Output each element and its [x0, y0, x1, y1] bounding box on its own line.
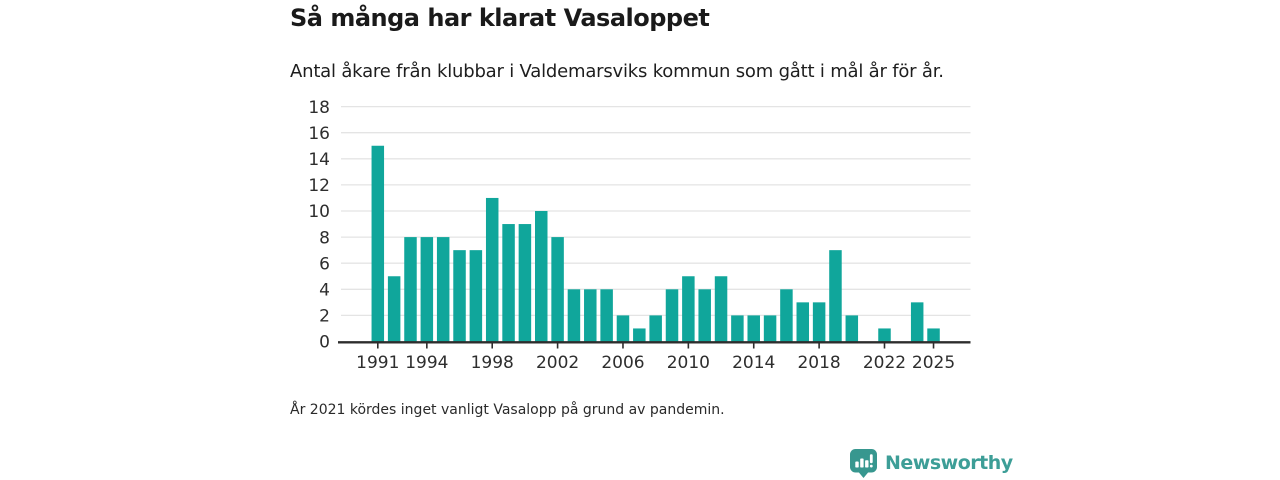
bar-1995 — [437, 237, 450, 341]
y-tick-label: 14 — [308, 150, 330, 170]
y-tick-label: 12 — [308, 176, 330, 197]
bar-2005 — [600, 289, 613, 341]
y-tick-label: 10 — [308, 202, 330, 223]
bar-2017 — [797, 302, 810, 341]
bar-2014 — [747, 315, 760, 341]
bar-2022 — [878, 328, 891, 341]
x-tick-label: 2014 — [732, 353, 776, 373]
x-tick-label: 2010 — [666, 353, 710, 373]
bar-2019 — [829, 250, 842, 341]
bar-2007 — [633, 328, 646, 341]
x-tick-label: 2018 — [797, 353, 841, 373]
bar-1996 — [453, 250, 466, 341]
newsworthy-logo-icon — [848, 447, 879, 478]
chart-title: Så många har klarat Vasaloppet — [290, 4, 710, 32]
y-tick-label: 0 — [319, 332, 330, 353]
bar-1997 — [470, 250, 483, 341]
y-tick-label: 4 — [319, 280, 330, 301]
y-tick-label: 8 — [319, 228, 330, 249]
x-tick-label: 2022 — [862, 353, 907, 373]
newsworthy-logo — [848, 447, 1013, 478]
bar-1993 — [404, 237, 417, 341]
bar-1992 — [388, 276, 401, 341]
chart-subtitle: Antal åkare från klubbar i Valdemarsviks kommun som gått i mål år för år. — [290, 61, 944, 82]
bar-2003 — [568, 289, 581, 341]
x-tick-label: 1998 — [470, 353, 514, 373]
bar-2001 — [535, 211, 548, 342]
x-tick-label: 2006 — [601, 353, 645, 373]
bar-2016 — [780, 289, 793, 341]
bar-2010 — [682, 276, 695, 341]
y-tick-label: 2 — [319, 306, 330, 327]
bar-1991 — [372, 146, 385, 342]
bar-2024 — [911, 302, 924, 341]
bar-2015 — [764, 315, 777, 341]
bar-2000 — [519, 224, 532, 341]
bar-2011 — [698, 289, 711, 341]
x-tick-label: 2025 — [911, 353, 956, 373]
bar-2002 — [551, 237, 564, 341]
chart-footnote: År 2021 kördes inget vanligt Vasalopp på grund av pandemin. — [290, 402, 725, 418]
newsworthy-logo-text: Newsworthy — [885, 451, 1013, 474]
bar-2004 — [584, 289, 597, 341]
bar-2025 — [927, 328, 940, 341]
y-tick-label: 18 — [308, 97, 330, 118]
x-tick-label: 1994 — [405, 353, 449, 373]
bar-2006 — [617, 315, 630, 341]
bar-2009 — [666, 289, 679, 341]
bar-1998 — [486, 198, 499, 342]
x-tick-label: 2002 — [535, 353, 580, 373]
bar-1999 — [502, 224, 515, 341]
bar-1994 — [421, 237, 434, 341]
y-tick-label: 16 — [308, 123, 330, 144]
x-tick-label: 1991 — [356, 353, 400, 373]
bar-2008 — [649, 315, 662, 341]
bar-2013 — [731, 315, 744, 341]
bar-2020 — [846, 315, 859, 341]
bar-2018 — [813, 302, 826, 341]
bar-2012 — [715, 276, 728, 341]
y-tick-label: 6 — [319, 254, 330, 275]
